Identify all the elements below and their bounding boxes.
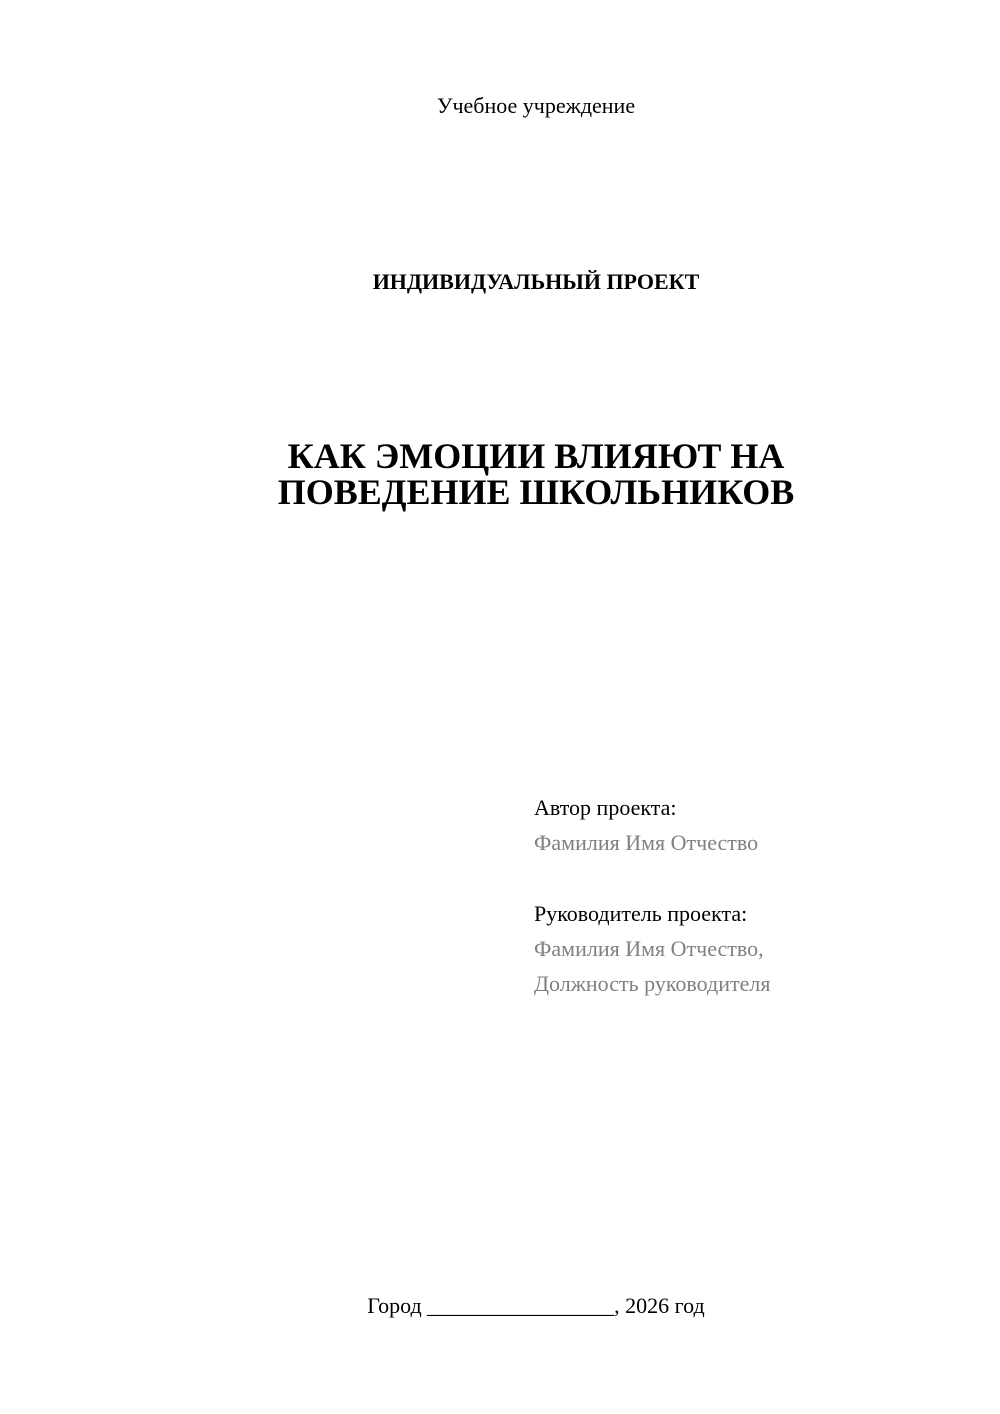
spacer (534, 860, 974, 896)
city-year-footer: Город _________________, 2026 год (367, 1293, 705, 1318)
author-name: Фамилия Имя Отчество (534, 830, 759, 855)
project-info-block (534, 790, 974, 1001)
project-type-heading: ИНДИВИДУАЛЬНЫЙ ПРОЕКТ (372, 269, 700, 294)
project-title-line: ПОВЕДЕНИЕ ШКОЛЬНИКОВ (277, 472, 795, 512)
supervisor-name: Фамилия Имя Отчество, (534, 936, 764, 961)
author-label: Автор проекта: (534, 795, 677, 820)
institution-name: Учебное учреждение (436, 93, 636, 118)
project-title-line: КАК ЭМОЦИИ ВЛИЯЮТ НА (287, 436, 785, 476)
supervisor-label: Руководитель проекта: (534, 901, 748, 926)
project-title (0, 438, 1000, 510)
supervisor-position: Должность руководителя (534, 971, 771, 996)
